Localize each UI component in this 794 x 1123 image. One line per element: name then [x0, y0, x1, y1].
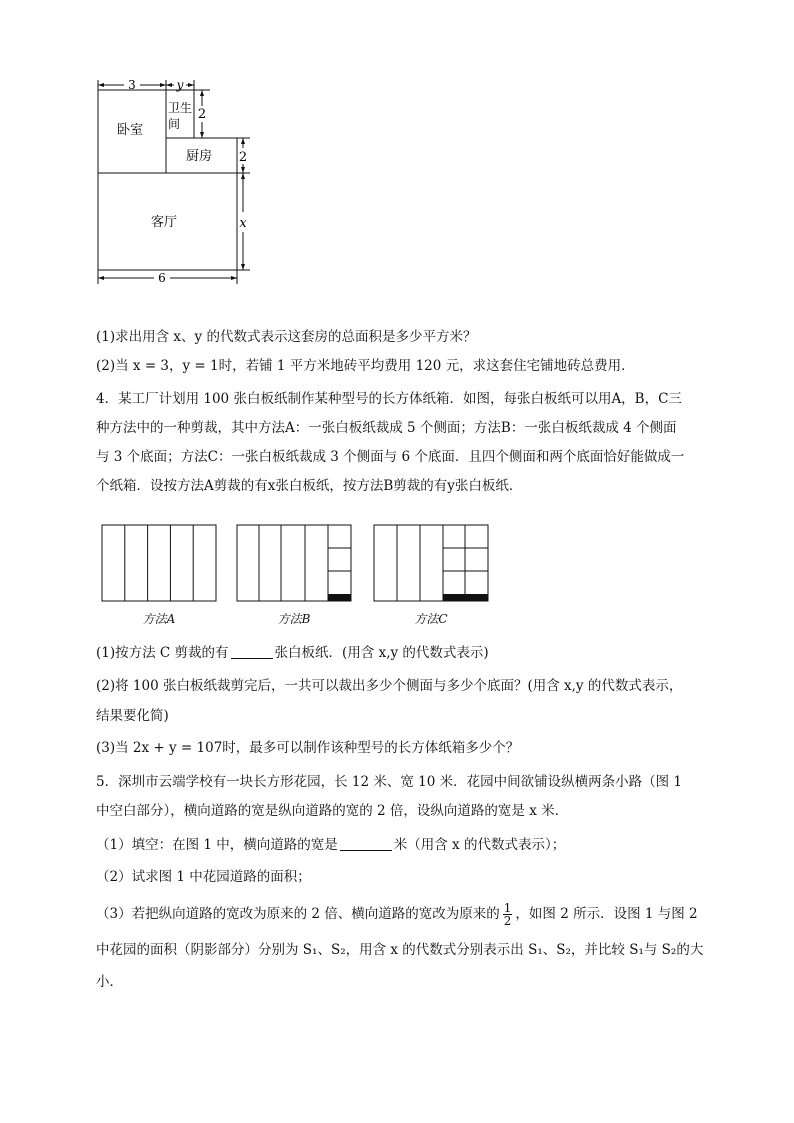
dim-top-left: 3: [128, 78, 136, 92]
q5-part3-line3: 小．: [96, 974, 123, 990]
method-c-sheet: [374, 525, 488, 601]
method-b-sheet: [237, 525, 351, 601]
q4-part2-line2: 结果要化简): [96, 708, 169, 724]
q4-intro-2: 种方法中的一种剪裁，其中方法A：一张白板纸裁成 5 个侧面；方法B：一张白板纸裁成 4 个侧面: [96, 420, 677, 436]
q4-part1-text-a: (1)按方法 C 剪裁的有: [96, 645, 229, 661]
q5-part1-text-a: （1）填空：在图 1 中，横向道路的宽是: [96, 837, 338, 853]
q3-part1: (1)求出用含 x、y 的代数式表示这套房的总面积是多少平方米？: [96, 329, 477, 345]
q4-part1: [96, 643, 716, 663]
fraction-denominator: 2: [503, 914, 512, 928]
caption-method-b: 方法B: [277, 612, 311, 626]
dim-top-right: y: [176, 78, 184, 92]
q5-part3-line1: [96, 902, 716, 927]
dim-right-living: x: [239, 216, 247, 231]
floor-plan-figure: [88, 72, 268, 292]
floor-plan-svg: [88, 72, 268, 292]
q5-part2: （2）试求图 1 中花园道路的面积；: [96, 869, 311, 885]
q5-part1-blank[interactable]: [340, 836, 392, 851]
q5-part1-text-b: 米（用含 x 的代数式表示）；: [393, 837, 566, 853]
q5-part3-line2: 中花园的面积（阴影部分）分别为 S₁、S₂，用含 x 的代数式分别表示出 S₁、S₂，并比较 S₁与 S₂的大: [96, 942, 704, 958]
method-c-waste: [443, 594, 488, 601]
caption-method-a: 方法A: [142, 612, 176, 626]
q4-part2-line1: (2)将 100 张白板纸裁剪完后，一共可以裁出多少个侧面与多少个底面？(用含 x,y 的代数式表示，: [96, 678, 683, 694]
dim-right-bath: 2: [197, 107, 207, 122]
fraction-numerator: 1: [503, 901, 512, 915]
q3-part2: (2)当 x = 3，y = 1时，若铺 1 平方米地砖平均费用 120 元，求这套住宅铺地砖总费用．: [96, 358, 635, 374]
living-label: 客厅: [150, 215, 178, 230]
q4-part3: (3)当 2x + y = 107时，最多可以制作该种型号的长方体纸箱多少个？: [96, 740, 520, 756]
q4-part1-blank[interactable]: [231, 644, 273, 659]
cutting-methods-svg: [98, 522, 498, 606]
q5-part3-text-b: ，如图 2 所示．设图 1 与图 2: [515, 906, 698, 922]
caption-method-c: 方法C: [414, 612, 448, 626]
dim-right-kitchen: 2: [238, 150, 248, 165]
fraction-one-half: [503, 902, 513, 927]
q5-part1: [96, 835, 716, 855]
q5-intro-1: 5．深圳市云端学校有一块长方形花园，长 12 米、宽 10 米．花园中间欲铺设纵横两条小路（图 1: [96, 774, 682, 790]
method-b-waste: [328, 594, 351, 601]
q4-intro-4: 个纸箱．设按方法A剪裁的有x张白板纸，按方法B剪裁的有y张白板纸．: [96, 478, 523, 494]
dim-bottom: 6: [158, 271, 166, 285]
bedroom-label: 卧室: [116, 123, 144, 138]
bathroom-label-1: 卫生: [167, 101, 193, 115]
q5-part3-text-a: （3）若把纵向道路的宽改为原来的 2 倍、横向道路的宽改为原来的: [96, 906, 500, 922]
q4-intro-1: 4．某工厂计划用 100 张白板纸制作某种型号的长方体纸箱．如图，每张白板纸可以用A，B，C三: [96, 391, 682, 407]
q5-intro-2: 中空白部分），横向道路的宽是纵向道路的宽的 2 倍，设纵向道路的宽是 x 米．: [96, 803, 569, 819]
q4-part1-text-b: 张白板纸．(用含 x,y 的代数式表示): [274, 645, 489, 661]
kitchen-label: 厨房: [185, 149, 213, 164]
bathroom-label-2: 间: [167, 117, 181, 131]
method-a-sheet: [102, 525, 216, 601]
q4-intro-3: 与 3 个底面；方法C：一张白板纸裁成 3 个侧面与 6 个底面．且四个侧面和两个底面恰好能做成一: [96, 449, 685, 465]
